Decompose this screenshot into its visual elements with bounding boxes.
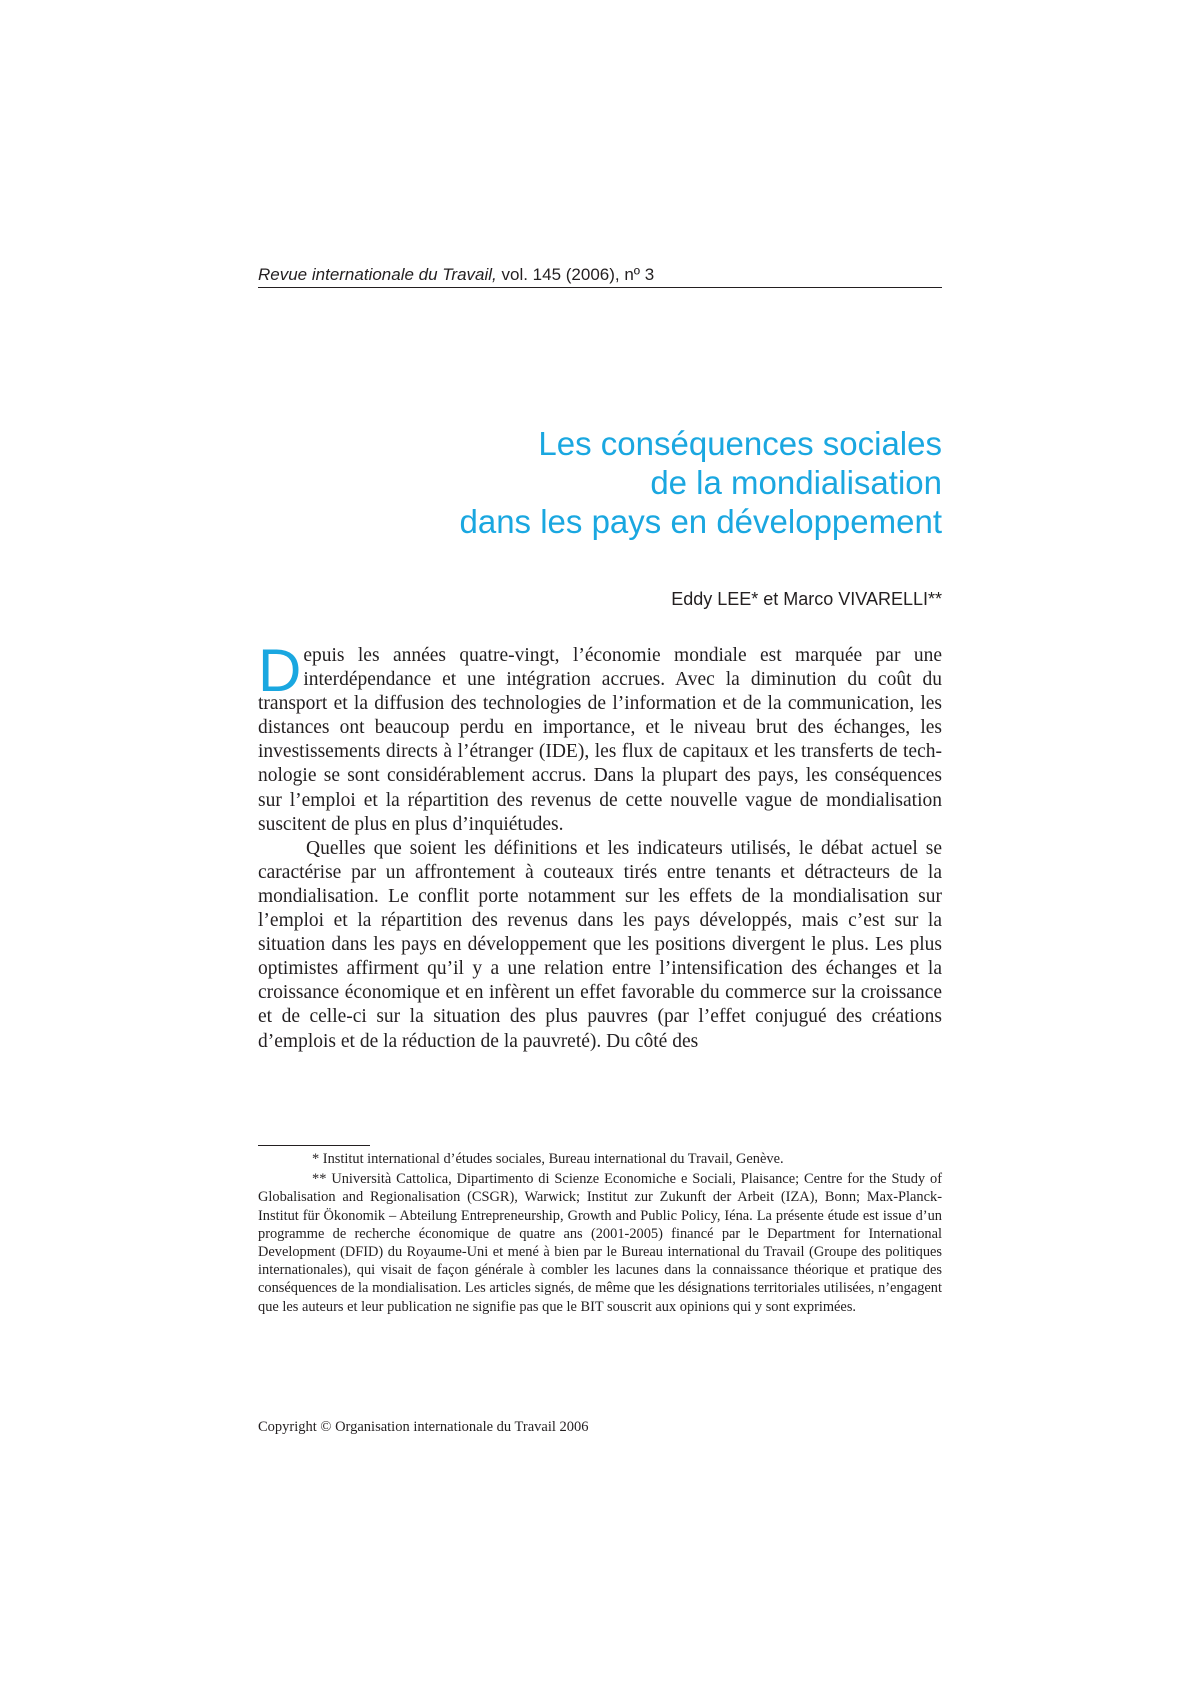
paragraph-1-text: epuis les années quatre-vingt, l’économie mondiale est marquée par une interdépendance et une intégration accrues. Avec la diminution du coût du transport et la diffusion des technologies de l’information et de la communication, les distances ont beaucoup perdu en importance, et le niveau brut des échanges, les investissements directs à l’étranger (IDE), les flux de capitaux et les transferts de technologie se sont considérablement accrus. Dans la plupart des pays, les conséquences sur l’emploi et la répartition des revenus de cette nouvelle vague de mondialisation suscitent de plus en plus d’inquiétudes. (258, 645, 942, 835)
article-body (258, 637, 942, 1054)
footnote-2: ** Università Cattolica, Dipartimento di Scienze Economiche e Sociali, Plaisance; Centre for the Study of Globalisation and Regionalisation (CSGR), Warwick; Institut zur Zukunft der Arbeit (IZA), Bonn; Max-Planck-Institut für Ökonomik – Abteilung Entrepreneurship, Growth and Public Policy, Iéna. La présente étude est issue d’un programme de recherche économique de quatre ans (2001-2005) financé par le Department for International Development (DFID) du Royaume-Uni et mené à bien par le Bureau international du Travail (Groupe des politiques internationales), qui visait de façon générale à combler les lacunes dans la connaissance théorique et pratique des conséquences de la mondialisation. Les articles signés, de même que les désignations territoriales utilisées, n’engagent que les auteurs et leur publication ne signifie pas que le BIT souscrit aux opinions qui y sont exprimées. (258, 1171, 942, 1315)
title-line-3: dans les pays en développement (459, 503, 942, 540)
footnotes (258, 1150, 942, 1318)
article-authors: Eddy LEE* et Marco VIVARELLI** (671, 589, 942, 609)
drop-cap: D (258, 637, 302, 704)
header-rule (258, 287, 942, 288)
issue-info: vol. 145 (2006), nº 3 (496, 265, 655, 284)
footnote-rule (258, 1145, 370, 1146)
running-header (258, 265, 942, 285)
title-line-2: de la mondialisation (650, 464, 942, 501)
paragraph-1 (258, 637, 942, 837)
paragraph-2: Quelles que soient les définitions et les indicateurs utilisés, le débat actuel se caractérise par un affrontement à couteaux tirés entre tenants et détracteurs de la mondialisation. Le conflit porte notamment sur les effets de la mondialisation sur l’emploi et la répartition des revenus dans les pays développés, mais c’est sur la situation dans les pays en développement que les positions divergent le plus. Les plus optimistes affirment qu’il y a une relation entre l’intensification des échanges et la croissance économique et en infèrent un effet favorable du commerce sur la croissance et de celle-ci sur la situation des plus pauvres (par l’effet conjugué des créations d’emplois et de la réduction de la pauvreté). Du côté des (258, 837, 942, 1052)
title-line-1: Les conséquences sociales (538, 425, 942, 462)
journal-name: Revue internationale du Travail, (258, 265, 497, 284)
copyright-notice: Copyright © Organisation internationale du Travail 2006 (258, 1419, 589, 1435)
footnote-1: * Institut international d’études sociales, Bureau international du Travail, Genève. (312, 1151, 784, 1167)
article-title (258, 424, 942, 541)
